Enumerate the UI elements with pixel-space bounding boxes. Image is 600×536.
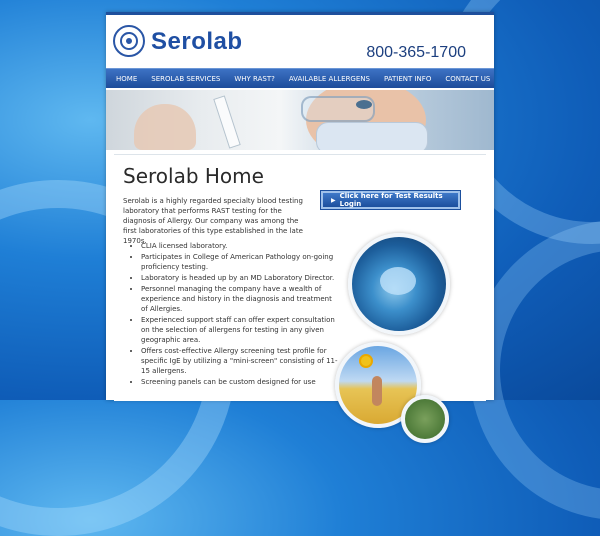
banner-test-tube: [213, 95, 240, 148]
nav-available-allergens[interactable]: AVAILABLE ALLERGENS: [288, 74, 370, 83]
hero-banner-image: [106, 90, 494, 150]
features-list: [123, 241, 339, 388]
serolab-logo-icon[interactable]: [113, 25, 145, 57]
sunflower-shape: [359, 354, 373, 368]
list-item: • Personnel managing the company have a wealth of experience and history in the diagnosis and treatment of Allergies.: [141, 284, 339, 314]
mite-shape: [380, 267, 416, 295]
person-shape: [372, 376, 382, 406]
list-item: • Laboratory is headed up by an MD Laboratory Director.: [141, 273, 339, 283]
play-arrow-icon: ▶: [331, 196, 336, 204]
intro-paragraph: Serolab is a highly regarded specialty blood testing laboratory that performs RAST testing for the diagnosis of Allergy. Our company was among the first laboratories of this type established in the late 1970s.: [123, 197, 303, 245]
nature-image: [401, 395, 449, 443]
main-content: [114, 154, 486, 401]
test-results-login-button[interactable]: [321, 191, 460, 209]
list-item: • CLIA licensed laboratory.: [141, 241, 339, 251]
list-item: • Screening panels can be custom designed for use: [141, 377, 339, 387]
phone-number: 800-365-1700: [366, 44, 466, 61]
login-button-label: Click here for Test Results Login: [339, 192, 443, 208]
list-item: • Experienced support staff can offer expert consultation on the selection of allergens for testing in any given geographic area.: [141, 315, 339, 345]
banner-mask: [316, 122, 428, 150]
nav-contact-us[interactable]: CONTACT US: [445, 74, 491, 83]
list-item: • Offers cost-effective Allergy screening test profile for specific IgE by utilizing a "mini-screen" consisting of 11-15 allergens.: [141, 346, 339, 376]
main-nav: [106, 68, 494, 88]
nav-patient-info[interactable]: PATIENT INFO: [383, 74, 432, 83]
site-header: [106, 15, 494, 68]
banner-hand: [134, 104, 196, 150]
nav-home[interactable]: HOME: [116, 74, 138, 83]
banner-eye: [356, 100, 372, 109]
nav-serolab-services[interactable]: SEROLAB SERVICES: [151, 74, 221, 83]
site-logo-text[interactable]: Serolab: [151, 28, 243, 55]
page-title: Serolab Home: [123, 164, 264, 188]
page-container: [106, 12, 494, 400]
dust-mite-image: [348, 233, 450, 335]
nav-why-rast[interactable]: WHY RAST?: [234, 74, 275, 83]
list-item: • Participates in College of American Pathology on-going proficiency testing.: [141, 252, 339, 272]
